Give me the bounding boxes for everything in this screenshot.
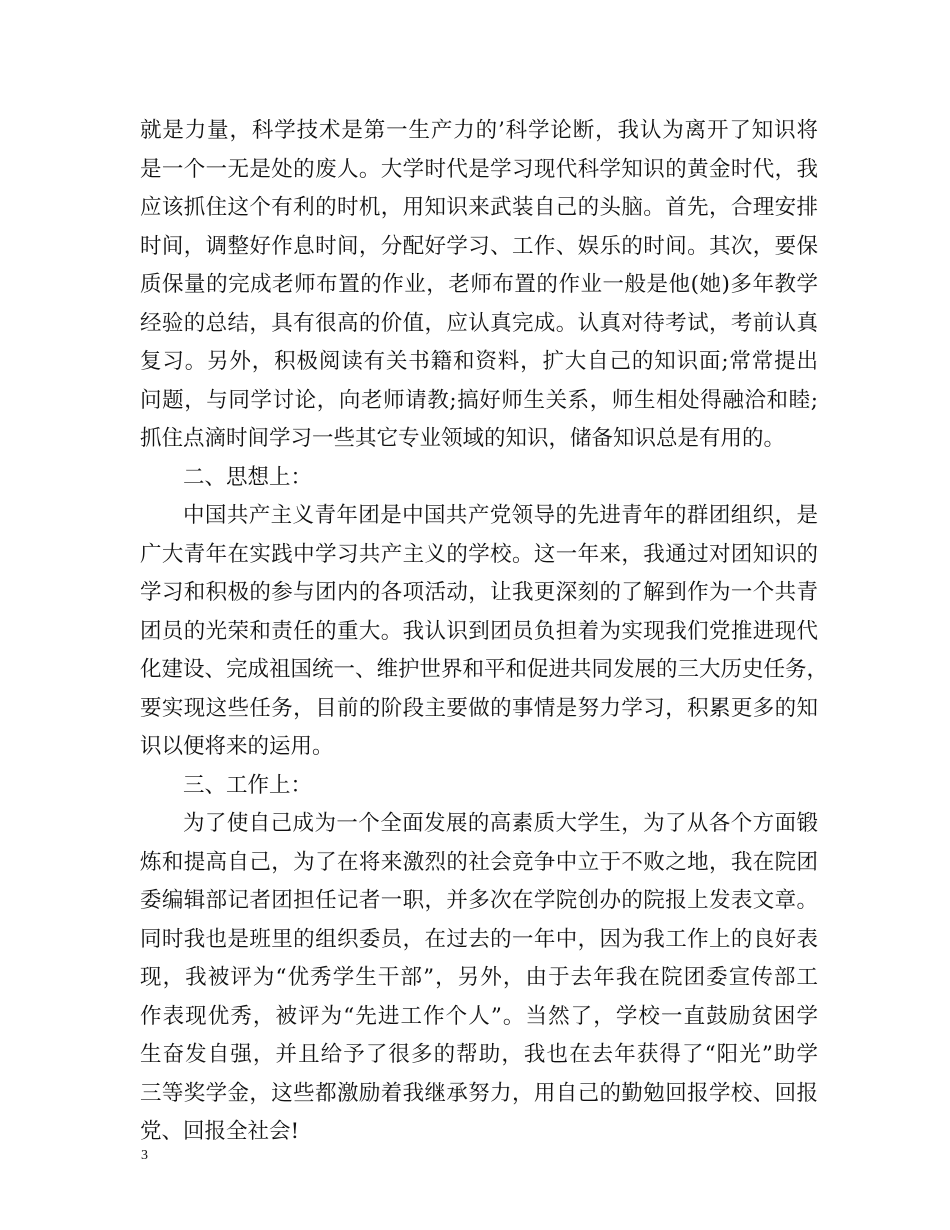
paragraph-line: 复习。另外，积极阅读有关书籍和资料，扩大自己的知识面;常常提出 <box>140 349 818 374</box>
paragraph-line: 团员的光荣和责任的重大。我认识到团员负担着为实现我们党推进现代 <box>140 618 818 644</box>
paragraph-line: 是一个一无是处的废人。大学时代是学习现代科学知识的黄金时代，我 <box>140 156 818 182</box>
paragraph-line: 就是力量，科学技术是第一生产力的’科学论断，我认为离开了知识将 <box>140 118 818 143</box>
paragraph-line: 党、回报全社会! <box>140 1119 300 1144</box>
section-heading-thought: 二、思想上： <box>183 464 313 490</box>
paragraph-line: 为了使自己成为一个全面发展的高素质大学生，为了从各个方面锻 <box>183 811 818 836</box>
paragraph-line: 广大青年在实践中学习共产主义的学校。这一年来，我通过对团知识的 <box>140 541 818 567</box>
paragraph-line: 要实现这些任务，目前的阶段主要做的事情是努力学习，积累更多的知 <box>140 695 818 721</box>
page-number: 3 <box>141 1148 148 1163</box>
paragraph-line: 抓住点滴时间学习一些其它专业领域的知识，储备知识总是有用的。 <box>140 426 786 451</box>
paragraph-line: 问题，与同学讨论，向老师请教;搞好师生关系，师生相处得融洽和睦; <box>140 387 818 413</box>
paragraph-line: 时间，调整好作息时间，分配好学习、工作、娱乐的时间。其次，要保 <box>140 233 818 259</box>
paragraph-line: 识以便将来的运用。 <box>140 734 334 759</box>
paragraph-line: 委编辑部记者团担任记者一职，并多次在学院创办的院报上发表文章。 <box>140 888 818 913</box>
paragraph-line: 化建设、完成祖国统一、维护世界和平和促进共同发展的三大历史任务， <box>140 657 829 682</box>
paragraph-line: 中国共产主义青年团是中国共产党领导的先进青年的群团组织，是 <box>183 503 818 528</box>
paragraph-line: 作表现优秀，被评为“先进工作个人”。当然了，学校一直鼓励贫困学 <box>140 1003 818 1029</box>
paragraph-line: 应该抓住这个有利的时机，用知识来武装自己的头脑。首先，合理安排 <box>140 195 818 220</box>
paragraph-line: 现，我被评为“优秀学生干部”，另外，由于去年我在院团委宣传部工 <box>140 965 818 990</box>
paragraph-line: 经验的总结，具有很高的价值，应认真完成。认真对待考试，考前认真 <box>140 310 818 336</box>
paragraph-line: 学习和积极的参与团内的各项活动，让我更深刻的了解到作为一个共青 <box>140 580 818 605</box>
paragraph-line: 质保量的完成老师布置的作业，老师布置的作业一般是他(她)多年教学 <box>140 272 818 297</box>
paragraph-line: 同时我也是班里的组织委员，在过去的一年中，因为我工作上的良好表 <box>140 926 818 952</box>
paragraph-line: 炼和提高自己，为了在将来激烈的社会竞争中立于不败之地，我在院团 <box>140 849 818 875</box>
paragraph-line: 三等奖学金，这些都激励着我继承努力，用自己的勤勉回报学校、回报 <box>140 1080 818 1106</box>
paragraph-line: 生奋发自强，并且给予了很多的帮助，我也在去年获得了“阳光”助学 <box>140 1042 818 1067</box>
document-body <box>140 112 829 1152</box>
section-heading-work: 三、工作上： <box>183 772 313 798</box>
